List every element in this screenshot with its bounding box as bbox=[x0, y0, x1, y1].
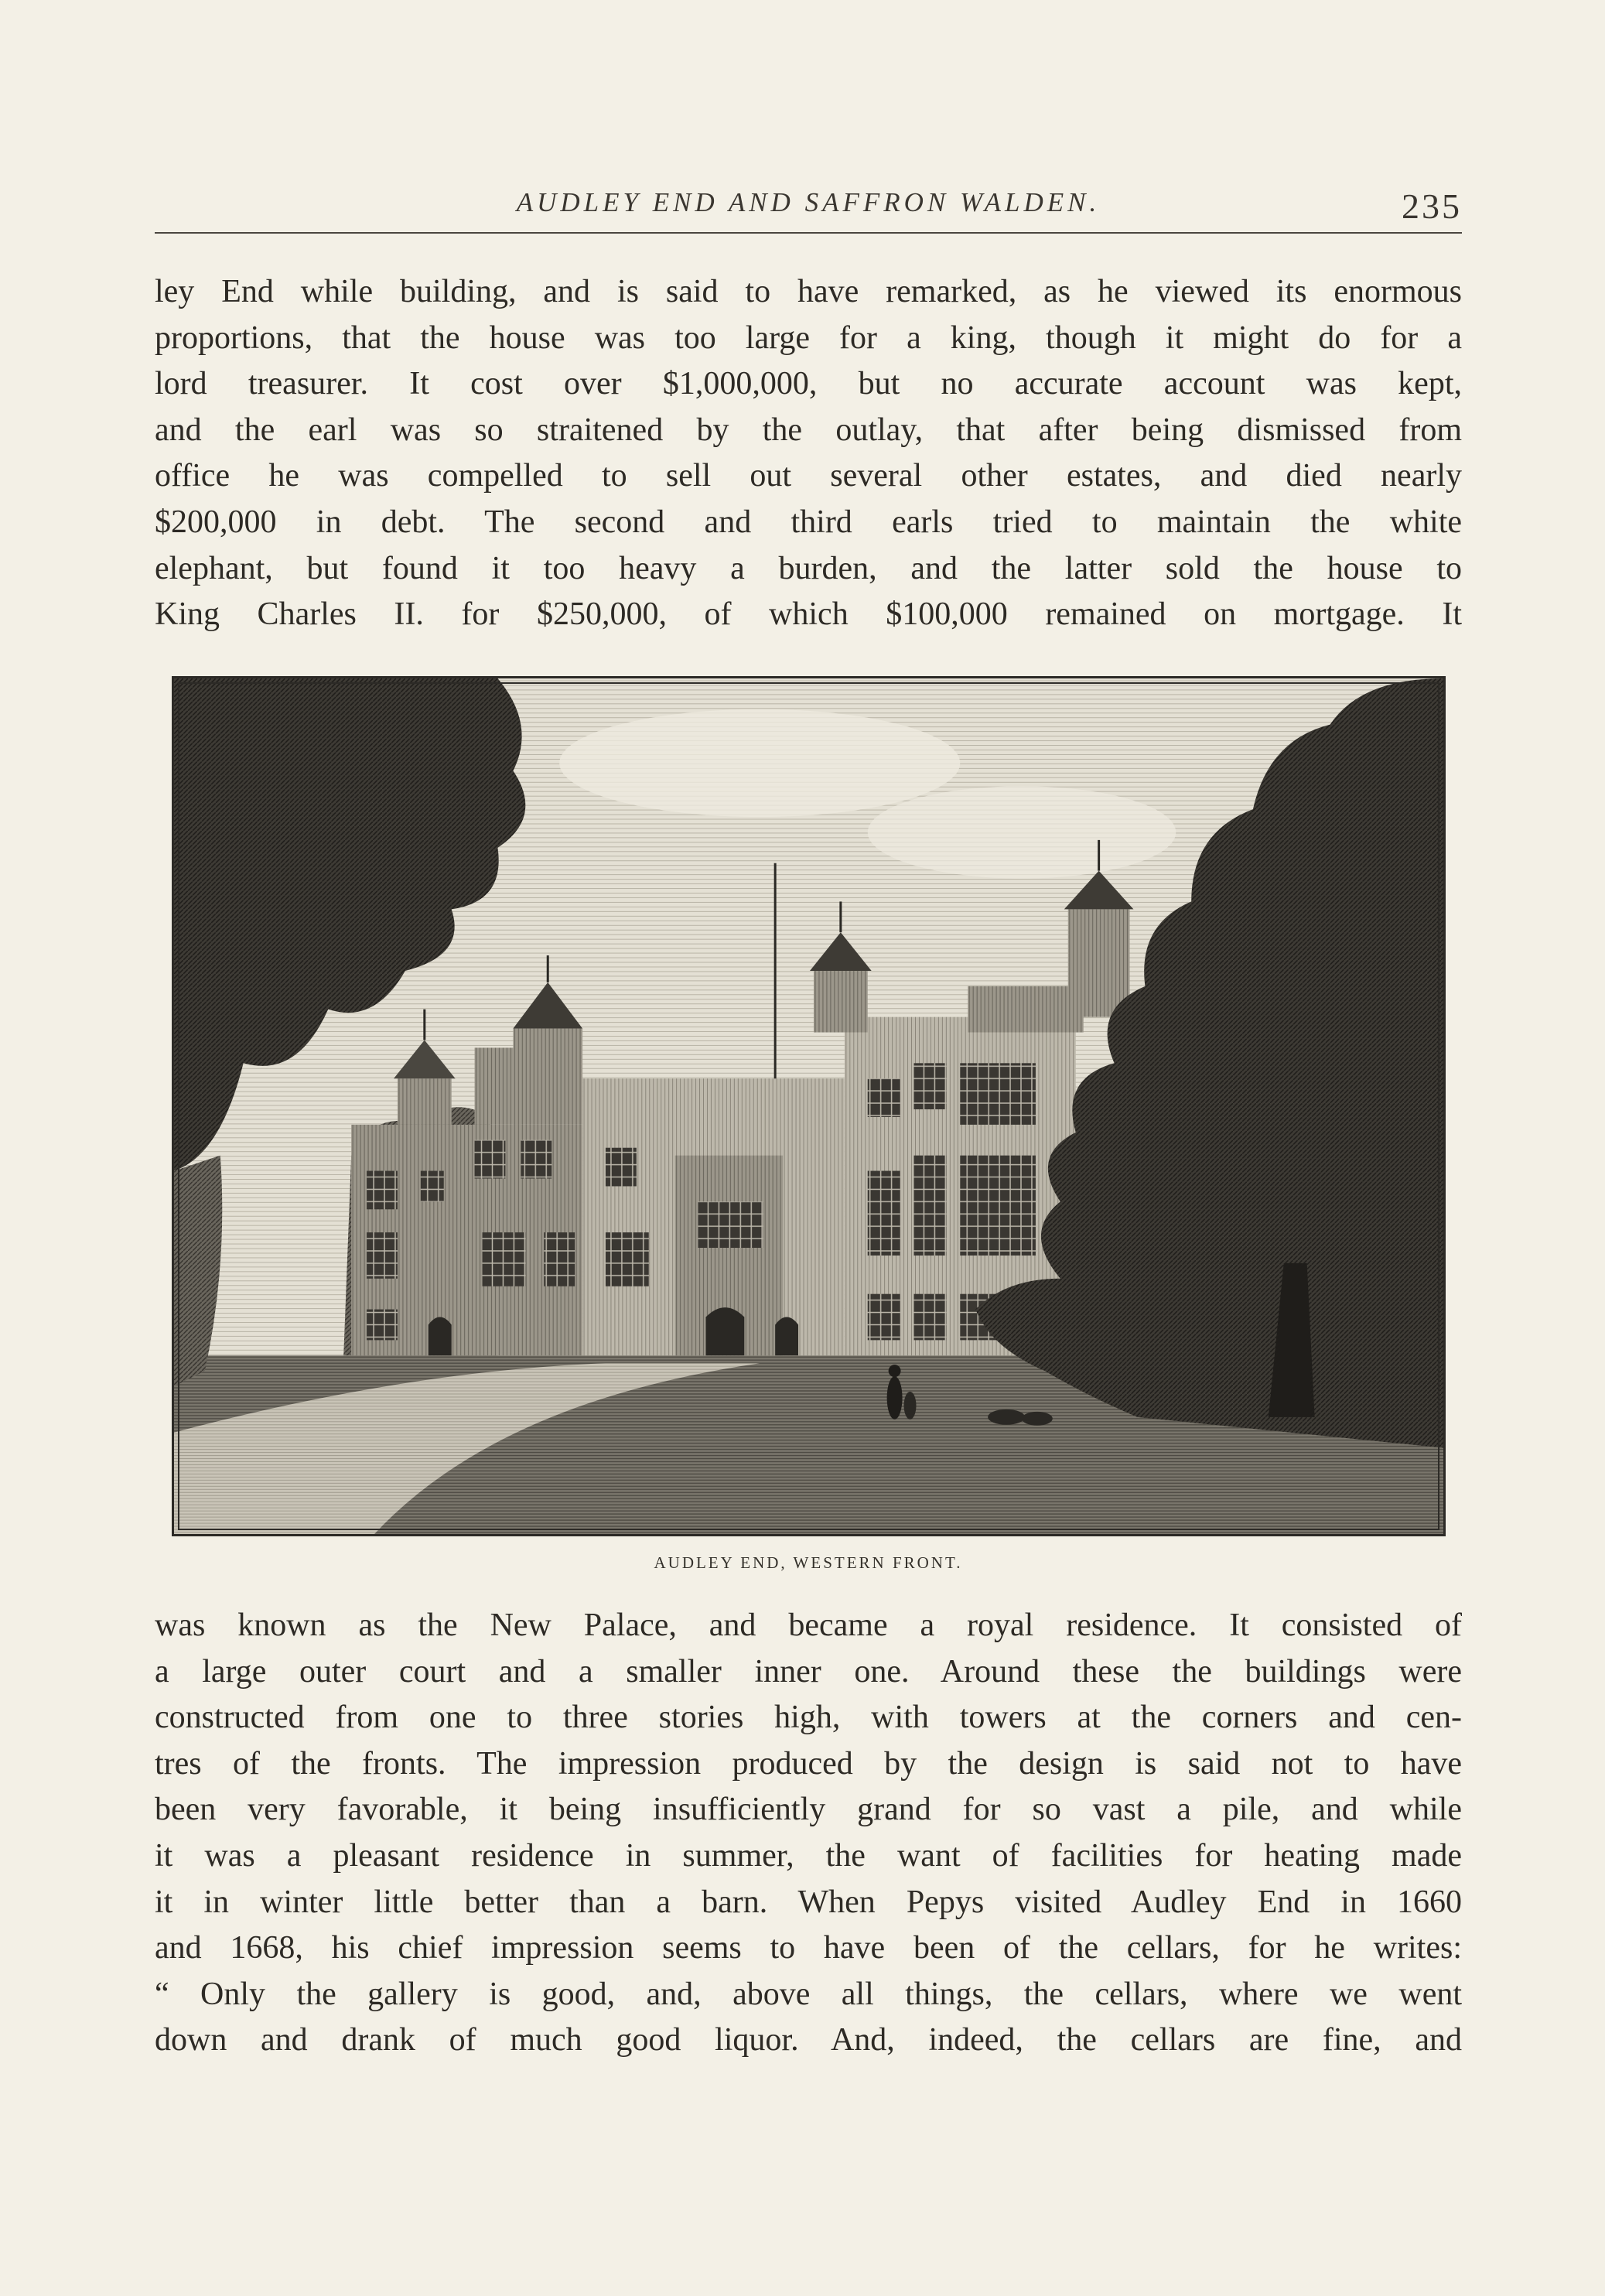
text-line: it in winter little better than a barn. When Pepys visited Audley End in 1660 bbox=[155, 1884, 1462, 1920]
engraving-illustration bbox=[174, 678, 1443, 1534]
page-number: 235 bbox=[1402, 186, 1462, 226]
running-head bbox=[155, 186, 1462, 234]
text-line: “ Only the gallery is good, and, above all things, the cellars, where we went bbox=[155, 1976, 1462, 2012]
text-line: it was a pleasant residence in summer, the want of facilities for heating made bbox=[155, 1837, 1462, 1874]
text-line: and 1668, his chief impression seems to have been of the cellars, for he writes: bbox=[155, 1930, 1462, 1966]
text-line: King Charles II. for $250,000, of which $100,000 remained on mortgage. It bbox=[155, 596, 1462, 633]
text-line: down and drank of much good liquor. And, indeed, the cellars are fine, and bbox=[155, 2022, 1462, 2059]
text-line: constructed from one to three stories high, with towers at the corners and cen- bbox=[155, 1700, 1462, 1736]
body-text-top bbox=[155, 269, 1462, 638]
text-line: $200,000 in debt. The second and third earls tried to maintain the white bbox=[155, 504, 1462, 540]
text-line: lord treasurer. It cost over $1,000,000, but no accurate account was kept, bbox=[155, 366, 1462, 402]
text-line: was known as the New Palace, and became a royal residence. It consisted of bbox=[155, 1608, 1462, 1643]
text-line: elephant, but found it too heavy a burden, and the latter sold the house to bbox=[155, 550, 1462, 586]
figure-caption: AUDLEY END, WESTERN FRONT. bbox=[654, 1553, 963, 1572]
text-line: a large outer court and a smaller inner one. Around these the buildings were bbox=[155, 1653, 1462, 1690]
engraving-figure bbox=[172, 676, 1446, 1536]
text-line: and the earl was so straitened by the outlay, that after being dismissed from bbox=[155, 412, 1462, 448]
text-line: tres of the fronts. The impression produced by the design is said not to have bbox=[155, 1745, 1462, 1782]
running-title: AUDLEY END AND SAFFRON WALDEN. bbox=[516, 187, 1101, 217]
text-line: proportions, that the house was too large for a king, though it might do for a bbox=[155, 319, 1462, 356]
text-line: ley End while building, and is said to have remarked, as he viewed its enormous bbox=[155, 274, 1462, 309]
text-line: been very favorable, it being insufficiently grand for so vast a pile, and while bbox=[155, 1792, 1462, 1828]
text-line: office he was compelled to sell out several other estates, and died nearly bbox=[155, 458, 1462, 494]
body-text-bottom bbox=[155, 1603, 1462, 2064]
